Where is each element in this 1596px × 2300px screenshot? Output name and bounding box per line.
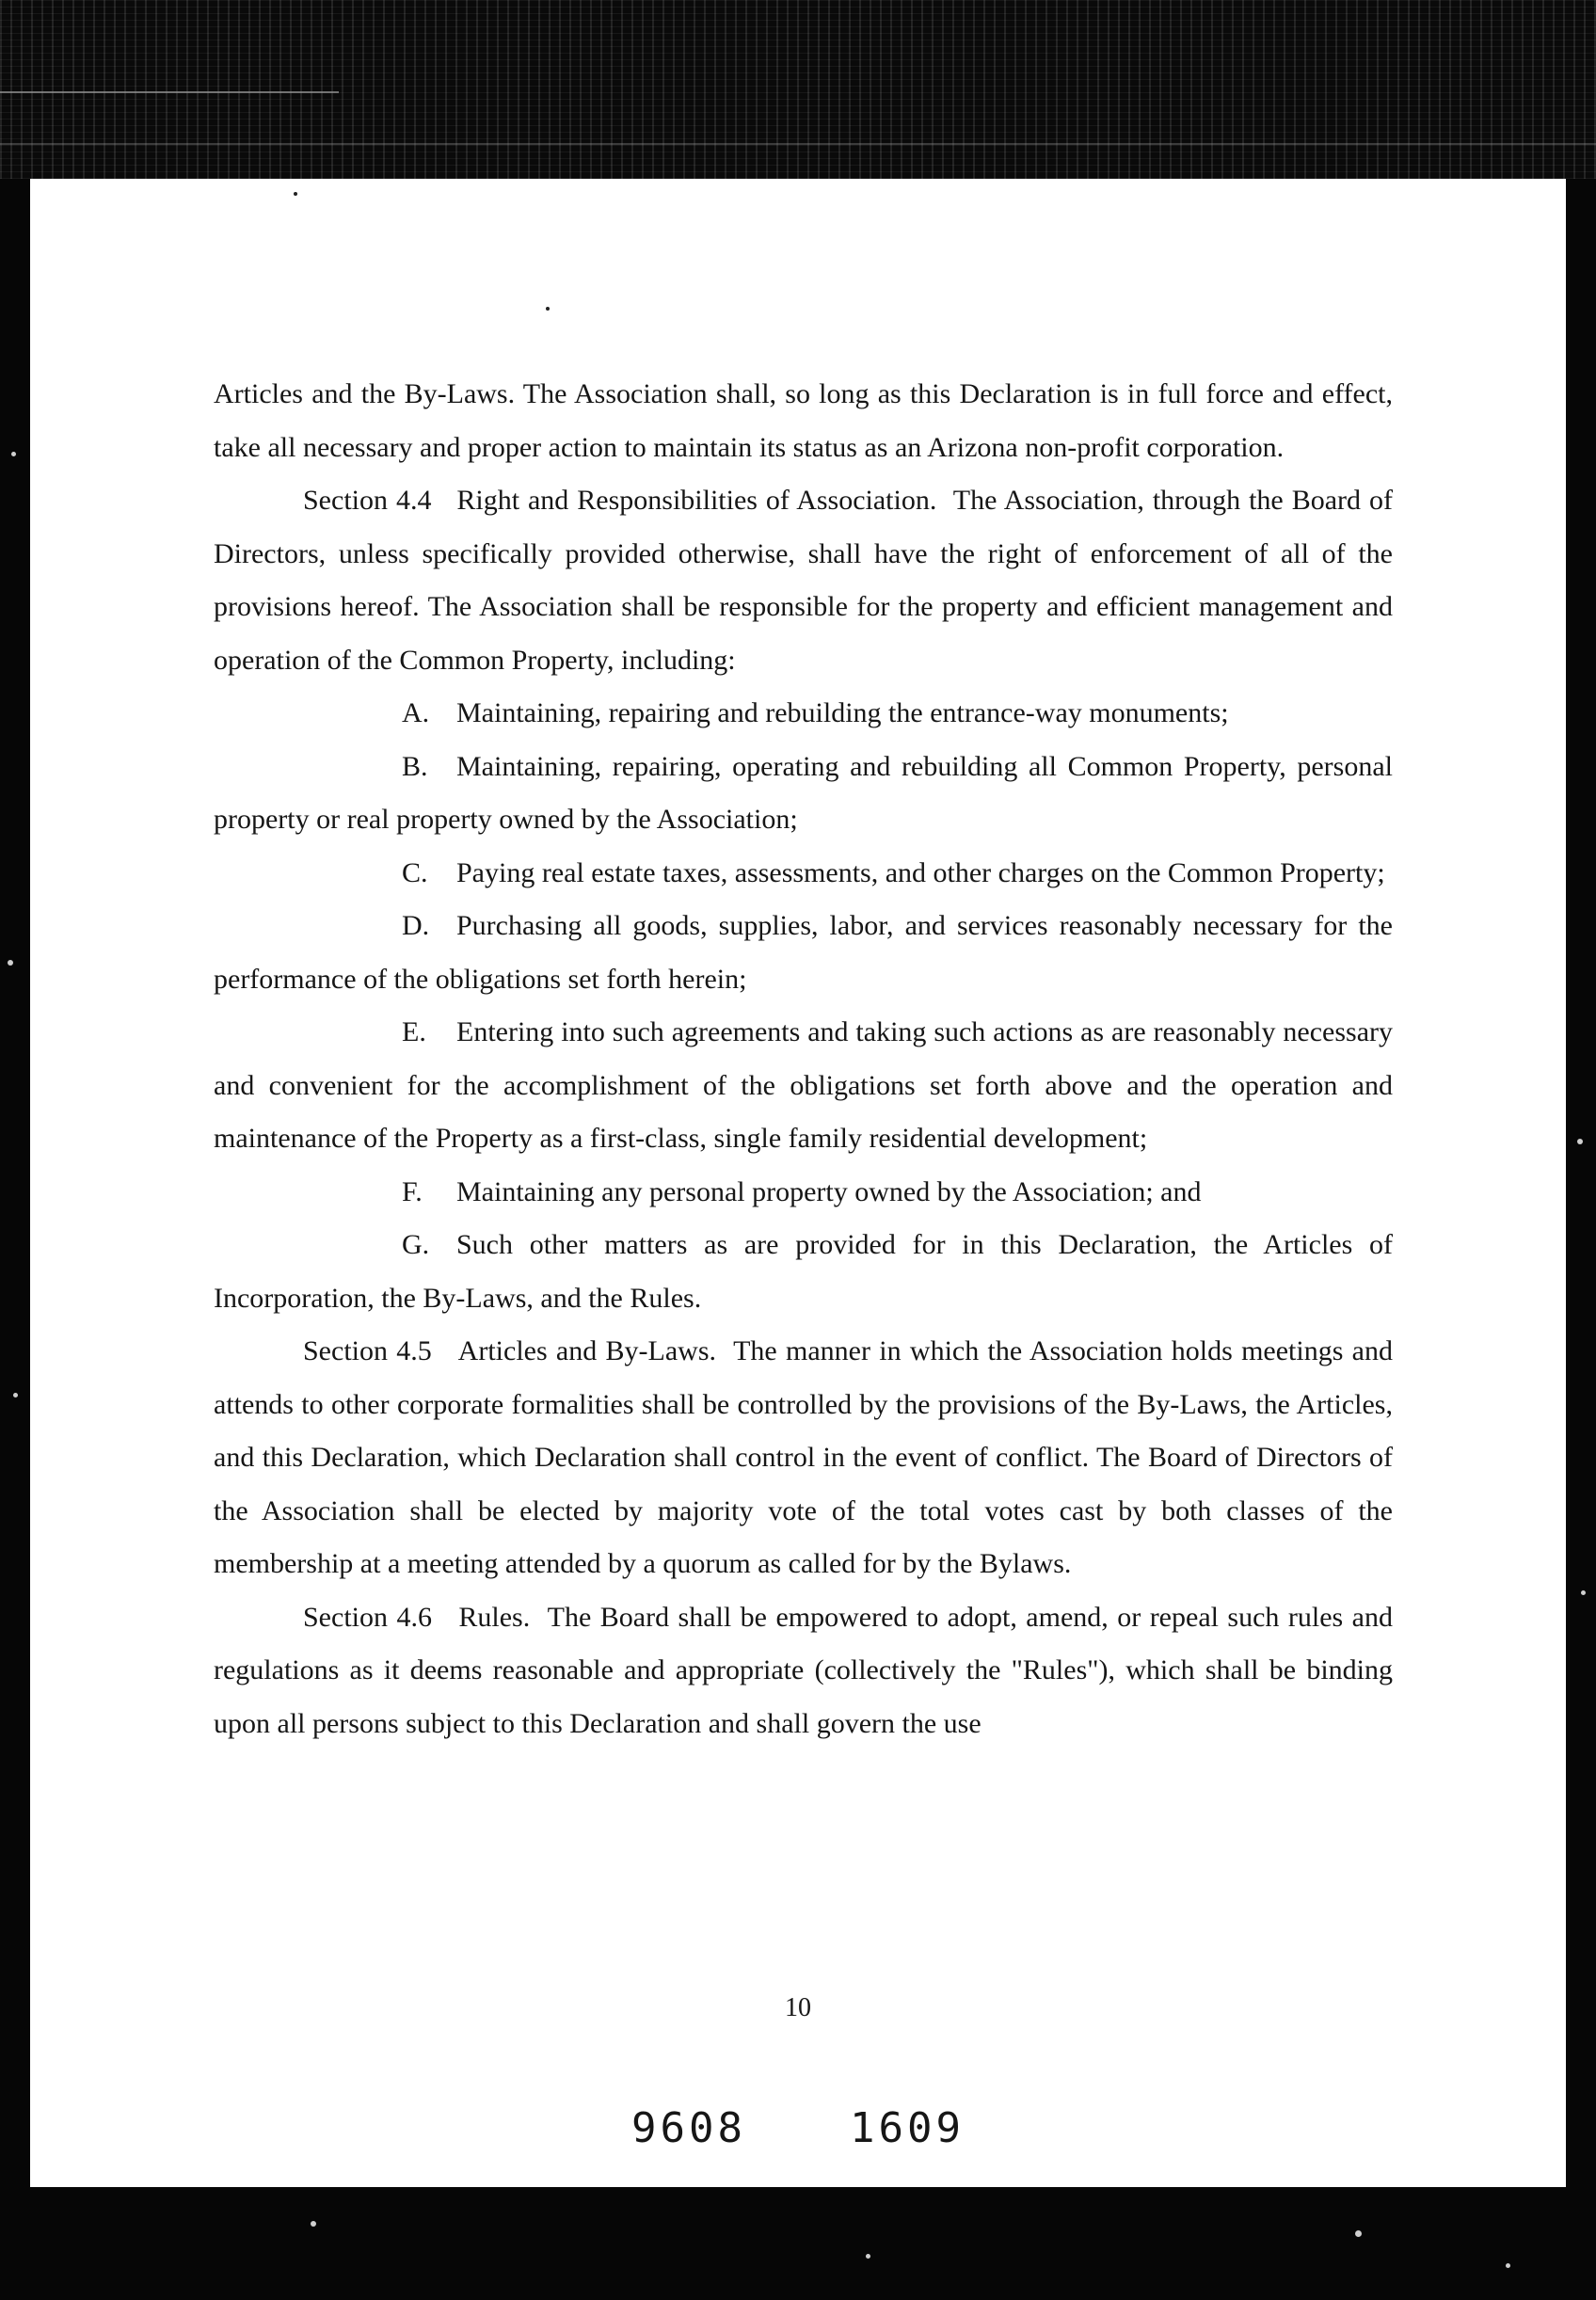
section-4-5 xyxy=(214,1325,1393,1591)
section-heading: Rules. xyxy=(458,1601,531,1633)
paragraph-continuation xyxy=(214,368,1393,474)
stamp-book-number: 9608 xyxy=(631,2104,746,2152)
section-4-6 xyxy=(214,1591,1393,1751)
scan-speck xyxy=(1577,1139,1583,1144)
item-label: D. xyxy=(402,910,430,941)
item-text: Maintaining, repairing and rebuilding the entrance-way monuments; xyxy=(456,697,1229,728)
scan-speck xyxy=(1581,1590,1586,1595)
item-text: Entering into such agreements and taking such actions as are reasonably necessary and convenient for the accomplishment of the obligations set forth above and the operation and maintenance of the Property as a first-class, single family residential development; xyxy=(214,1016,1393,1154)
list-item xyxy=(214,1006,1393,1166)
list-item xyxy=(214,741,1393,847)
item-label: B. xyxy=(402,750,428,782)
scan-artifact-line xyxy=(0,91,339,93)
list-item xyxy=(214,1166,1393,1220)
list-item xyxy=(214,900,1393,1006)
section-number: Section 4.6 xyxy=(303,1601,432,1633)
scan-speck xyxy=(8,960,13,966)
section-text: The Association, through the Board of Directors, unless specifically provided otherwise, shall have the right of enforcement of all of the provisions hereof. The Association shall be responsible for the property and efficient management and operation of the Common Property, including: xyxy=(214,485,1393,676)
section-text: The Board shall be empowered to adopt, amend, or repeal such rules and regulations as it deems reasonable and appropriate (collectively the "Rules"), which shall be binding upon all persons subject to this Declaration and shall govern the use xyxy=(214,1601,1393,1739)
item-text: Maintaining, repairing, operating and rebuilding all Common Property, personal property or real property owned by the Association; xyxy=(214,750,1393,835)
scan-speck xyxy=(11,452,16,456)
stamp-page-number: 1609 xyxy=(850,2104,965,2152)
list-item xyxy=(214,1219,1393,1325)
scan-speck xyxy=(1355,2230,1362,2237)
page-speck xyxy=(546,307,550,311)
section-text: The manner in which the Association holds meetings and attends to other corporate formalities shall be controlled by the provisions of the By-Laws, the Articles, and this Declaration, which Declaration shall control in the event of conflict. The Board of Directors of the Association shall be elected by majority vote of the total votes cast by both classes of the membership at a meeting attended by a quorum as called for by the Bylaws. xyxy=(214,1335,1393,1579)
item-label: F. xyxy=(402,1175,423,1207)
section-number: Section 4.4 xyxy=(303,485,432,516)
document-page xyxy=(30,179,1566,2187)
list-item xyxy=(214,687,1393,741)
scan-speck xyxy=(866,2254,870,2259)
section-number: Section 4.5 xyxy=(303,1335,432,1366)
scan-artifact-line xyxy=(0,143,1596,145)
page-speck xyxy=(294,192,297,196)
scan-speck xyxy=(1506,2263,1510,2268)
list-item xyxy=(214,847,1393,901)
item-label: G. xyxy=(402,1229,430,1260)
scan-speck xyxy=(311,2221,316,2227)
recording-stamp xyxy=(30,2104,1566,2152)
paragraph-text: Articles and the By-Laws. The Association shall, so long as this Declaration is in full force and effect, take all necessary and proper action to maintain its status as an Arizona non-profit corporation. xyxy=(214,378,1393,463)
item-label: C. xyxy=(402,856,428,888)
scan-border-top xyxy=(0,0,1596,179)
section-heading: Articles and By-Laws. xyxy=(457,1335,717,1366)
item-text: Maintaining any personal property owned by the Association; and xyxy=(456,1175,1202,1207)
item-text: Such other matters as are provided for in this Declaration, the Articles of Incorporation, the By-Laws, and the Rules. xyxy=(214,1229,1393,1314)
section-4-4 xyxy=(214,474,1393,687)
item-label: A. xyxy=(402,697,430,728)
item-text: Purchasing all goods, supplies, labor, and services reasonably necessary for the performance of the obligations set forth herein; xyxy=(214,910,1393,995)
page-number: 10 xyxy=(785,1993,811,2022)
body-text xyxy=(214,368,1393,1750)
item-text: Paying real estate taxes, assessments, and other charges on the Common Property; xyxy=(456,856,1385,888)
section-heading: Right and Responsibilities of Association. xyxy=(456,485,937,516)
item-label: E. xyxy=(402,1016,426,1047)
scan-speck xyxy=(13,1393,18,1398)
